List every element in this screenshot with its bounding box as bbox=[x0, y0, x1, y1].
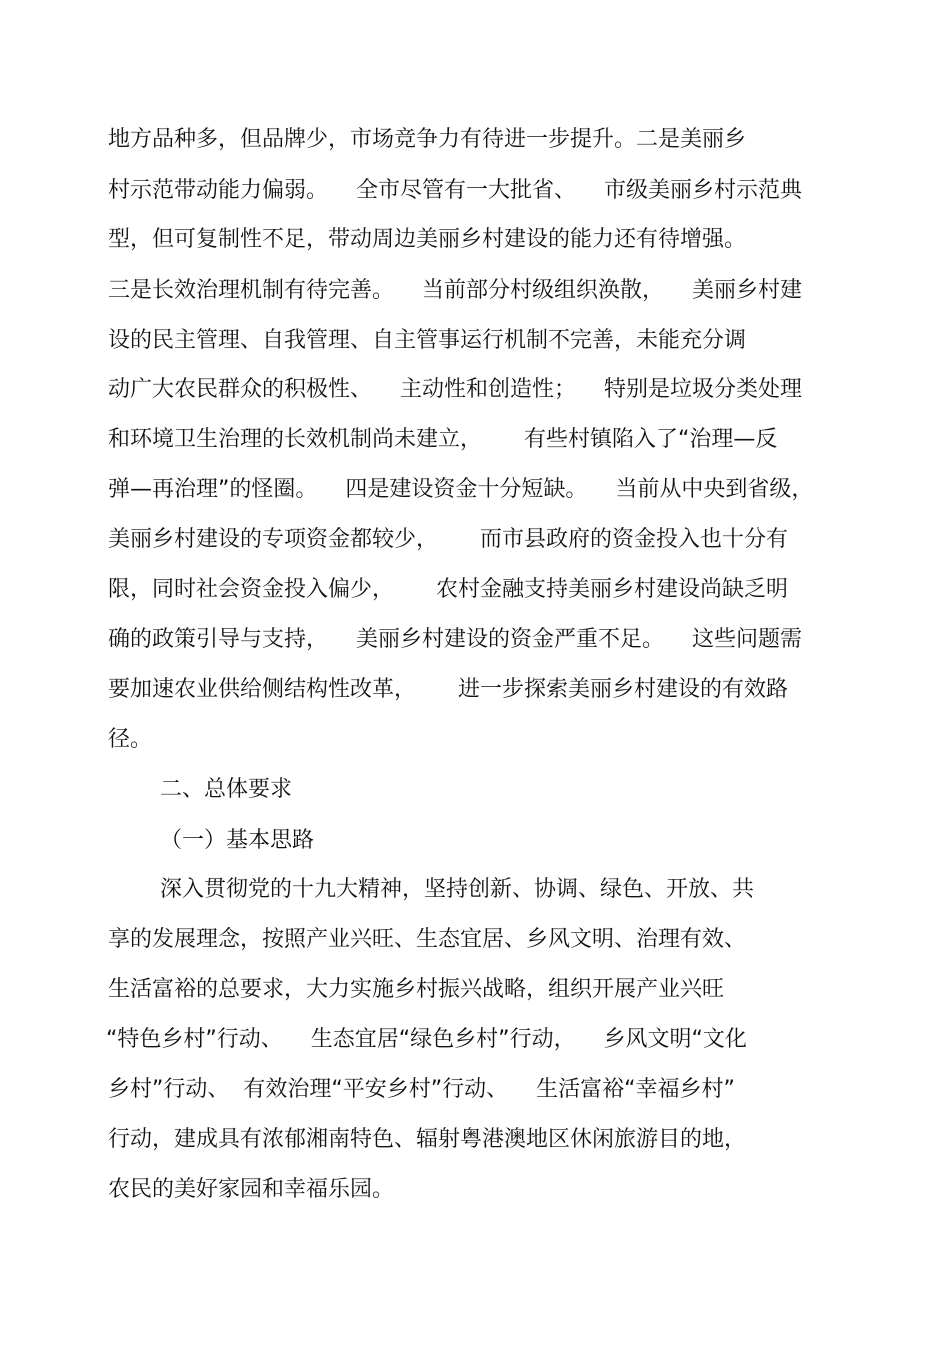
paragraph-line: 三是长效治理机制有待完善。 当前部分村级组织涣散， 美丽乡村建 bbox=[108, 278, 802, 303]
paragraph-line: 深入贯彻党的十九大精神，坚持创新、协调、绿色、开放、共 bbox=[160, 877, 755, 902]
paragraph-line: 径。 bbox=[108, 727, 153, 752]
paragraph-line: 美丽乡村建设的专项资金都较少， 而市县政府的资金投入也十分有 bbox=[108, 527, 788, 552]
paragraph-line: “特色乡村”行动、 生态宜居“绿色乡村”行动， 乡风文明“文化 bbox=[106, 1027, 747, 1052]
paragraph-line: 行动，建成具有浓郁湘南特色、辐射粤港澳地区休闲旅游目的地， bbox=[108, 1127, 747, 1152]
paragraph-line: 乡村”行动、 有效治理“平安乡村”行动、 生活富裕“幸福乡村” bbox=[108, 1077, 735, 1102]
paragraph-line: 地方品种多，但品牌少，市场竞争力有待进一步提升。二是美丽乡 bbox=[108, 127, 747, 152]
paragraph-line: 确的政策引导与支持， 美丽乡村建设的资金严重不足。 这些问题需 bbox=[108, 627, 802, 652]
paragraph-line: 要加速农业供给侧结构性改革， 进一步探索美丽乡村建设的有效路 bbox=[108, 677, 788, 702]
paragraph-line: 型，但可复制性不足，带动周边美丽乡村建设的能力还有待增强。 bbox=[108, 227, 747, 252]
paragraph-line: 和环境卫生治理的长效机制尚未建立， 有些村镇陷入了“治理—反 bbox=[108, 427, 778, 452]
subsection-heading: （一）基本思路 bbox=[160, 828, 315, 853]
paragraph-line: 弹—再治理”的怪圈。 四是建设资金十分短缺。 当前从中央到省级， bbox=[108, 477, 814, 502]
paragraph-line: 农民的美好家园和幸福乐园。 bbox=[108, 1177, 395, 1202]
section-heading: 二、总体要求 bbox=[160, 777, 293, 802]
paragraph-line: 村示范带动能力偏弱。 全市尽管有一大批省、 市级美丽乡村示范典 bbox=[108, 178, 802, 203]
paragraph-line: 生活富裕的总要求，大力实施乡村振兴战略，组织开展产业兴旺 bbox=[108, 977, 725, 1002]
paragraph-line: 动广大农民群众的积极性、 主动性和创造性； 特别是垃圾分类处理 bbox=[108, 377, 802, 402]
paragraph-line: 设的民主管理、自我管理、自主管事运行机制不完善，未能充分调 bbox=[108, 328, 747, 353]
paragraph-line: 限，同时社会资金投入偏少， 农村金融支持美丽乡村建设尚缺乏明 bbox=[108, 577, 788, 602]
paragraph-line: 享的发展理念，按照产业兴旺、生态宜居、乡风文明、治理有效、 bbox=[108, 927, 747, 952]
